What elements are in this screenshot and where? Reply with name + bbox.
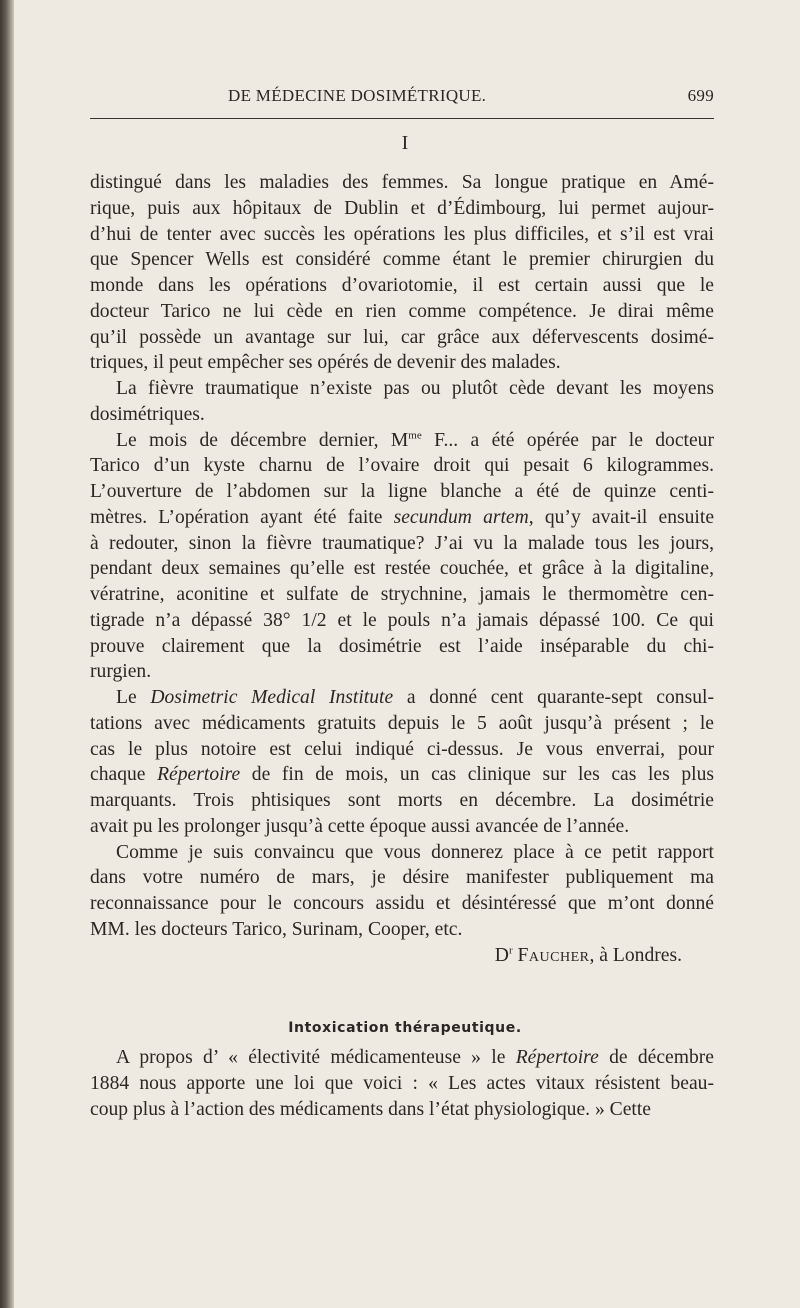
text-line: distingué dans les maladies des femmes. Sa longue pratique en Amé-: [90, 172, 714, 193]
text-line: tations avec médicaments gratuits depuis le 5 août jusqu’à présent ; le: [90, 712, 714, 734]
text-line: Tarico d’un kyste charnu de l’ovaire droit qui pesait 6 kilogrammes.: [90, 455, 714, 477]
signature-prefix-sup: r: [508, 943, 513, 956]
header-rule: [90, 118, 714, 119]
text-line: dosimétriques.: [90, 403, 205, 425]
section-heading: Intoxication thérapeutique.: [288, 1020, 522, 1036]
signature-prefix: $D^r$: [494, 943, 513, 966]
text-line: rurgien.: [90, 661, 152, 683]
text-line: tigrade n’a dépassé 38° 1/2 et le pouls n’a jamais dépassé 100. Ce qui: [90, 609, 714, 631]
text-line: MM. les docteurs Tarico, Surinam, Cooper, etc.: [90, 918, 463, 940]
text-line: à redouter, sinon la fièvre traumatique? J’ai vu la malade tous les jours,: [90, 532, 714, 554]
signature-mark: I: [401, 132, 409, 154]
text-line: vératrine, aconitine et sulfate de strychnine, jamais le thermomètre cen-: [90, 584, 714, 605]
text-line: 1884 nous apporte une loi que voici : « Les actes vitaux résistent beau-: [90, 1072, 714, 1094]
abbrev-madame: M: [390, 429, 409, 451]
text-line-with-superscript: Le mois de décembre dernier, $M^{me}$ F... a été opérée par le docteur: [116, 428, 715, 451]
paragraph: [90, 376, 714, 428]
paragraph: [90, 840, 714, 943]
text-line-with-italic: Le Dosimetric Medical Institute a donné cent quarante-sept consul-: [116, 687, 714, 708]
text-line: triques, il peut empêcher ses opérés de devenir des malades.: [90, 352, 561, 374]
text-line: coup plus à l’action des médicaments dans l’état physiologique. » Cette: [90, 1098, 652, 1120]
section-body: [90, 1045, 714, 1122]
text-line: L’ouverture de l’abdomen sur la ligne blanche a été de quinze centi-: [90, 481, 714, 502]
running-head-title: DE MÉDECINE DOSIMÉTRIQUE.: [228, 86, 487, 105]
running-head: [90, 86, 720, 110]
signature-name: Faucher: [517, 944, 590, 966]
text-line: prouve clairement que la dosimétrie est l’aide inséparable du chi-: [90, 635, 714, 657]
text-line: rique, puis aux hôpitaux de Dublin et d’Édimbourg, lui permet aujour-: [90, 197, 714, 219]
text-line: que Spencer Wells est considéré comme étant le premier chirurgien du: [90, 249, 714, 271]
signature-place: , à Londres.: [589, 944, 682, 966]
text-line-with-italic: A propos d’ « électivité médicamenteuse » le Répertoire de décembre: [116, 1047, 715, 1068]
paragraph: [90, 685, 714, 840]
text-line: reconnaissance pour le concours assidu et désintéressé que m’ont donné: [90, 893, 714, 914]
paragraph: [90, 428, 714, 686]
page-number: 699: [687, 86, 714, 105]
italic-journal-name: Répertoire: [515, 1047, 599, 1068]
text-line-with-italic: chaque Répertoire de fin de mois, un cas clinique sur les cas les plus: [90, 764, 714, 786]
text-line: marquants. Trois phtisiques sont morts en décembre. La dosimétrie: [90, 790, 714, 811]
author-signature: [90, 943, 714, 969]
text-line: docteur Tarico ne lui cède en rien comme compétence. Je dirai même: [90, 300, 714, 322]
text-line: qu’il possède un avantage sur lui, car grâce aux défervescents dosimé-: [90, 326, 714, 348]
text-line: Comme je suis convaincu que vous donnerez place à ce petit rapport: [116, 841, 714, 863]
superscript: me: [408, 428, 422, 441]
text-line: pendant deux semaines qu’elle est restée couchée, et grâce à la digitaline,: [90, 558, 714, 580]
text-line: dans votre numéro de mars, je désire manifester publiquement ma: [90, 867, 714, 889]
book-page: [90, 0, 720, 1308]
text-line-with-italic: mètres. L’opération ayant été faite secundum artem, qu’y avait-il ensuite: [90, 506, 715, 528]
article-body: [90, 170, 714, 968]
italic-journal-name: Répertoire: [157, 764, 241, 786]
text-line: cas le plus notoire est celui indiqué ci-dessus. Je vous enverrai, pour: [90, 738, 714, 760]
paragraph: [90, 170, 714, 376]
italic-phrase: secundum artem: [393, 506, 529, 528]
paragraph: [90, 1045, 714, 1122]
italic-institute-name: Dosimetric Medical Institute: [150, 687, 394, 708]
text-line: avait pu les prolonger jusqu’à cette époque aussi avancée de l’année.: [90, 815, 630, 837]
text-line: monde dans les opérations d’ovariotomie, il est certain aussi que le: [90, 275, 714, 296]
text-line: d’hui de tenter avec succès les opérations les plus difficiles, et s’il est vrai: [90, 223, 714, 245]
book-binding-edge: [0, 0, 14, 1308]
text-line: La fièvre traumatique n’existe pas ou plutôt cède devant les moyens: [116, 378, 714, 399]
